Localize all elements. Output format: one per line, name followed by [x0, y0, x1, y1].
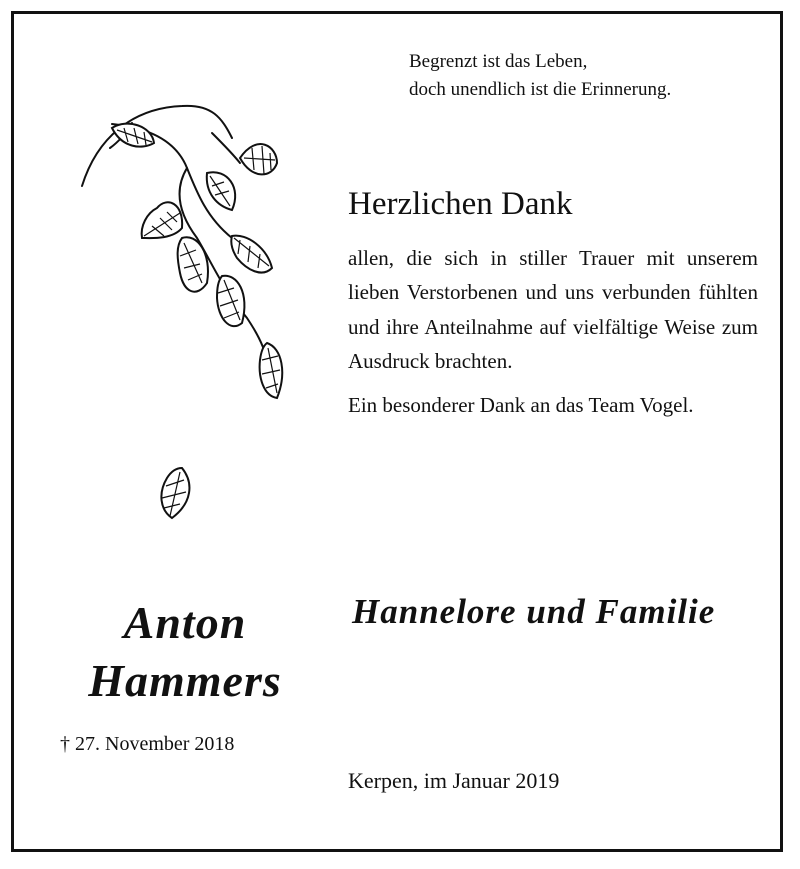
family-signature: Hannelore und Familie — [352, 592, 716, 631]
thanks-paragraph: allen, die sich in stiller Trauer mit unserem lieben Verstorbenen und uns verbunden fühlten und ihre Anteilnahme auf vielfältige Weise zum Ausdruck brachten. — [348, 246, 758, 373]
special-thanks-paragraph: Ein besonderer Dank an das Team Vogel. — [348, 393, 694, 418]
birch-branch-illustration — [72, 98, 292, 538]
deceased-name — [60, 594, 310, 710]
thank-you-heading: Herzlichen Dank — [348, 186, 573, 222]
death-date: † 27. November 2018 — [60, 733, 235, 755]
motto-line-1: Begrenzt ist das Leben, — [409, 51, 588, 72]
motto-line-2: doch unendlich ist die Erinnerung. — [409, 79, 672, 100]
thank-you-message — [348, 241, 758, 422]
motto — [409, 48, 671, 104]
place-and-date: Kerpen, im Januar 2019 — [348, 768, 560, 793]
deceased-first-name: Anton — [123, 597, 247, 648]
deceased-last-name: Hammers — [88, 655, 282, 706]
